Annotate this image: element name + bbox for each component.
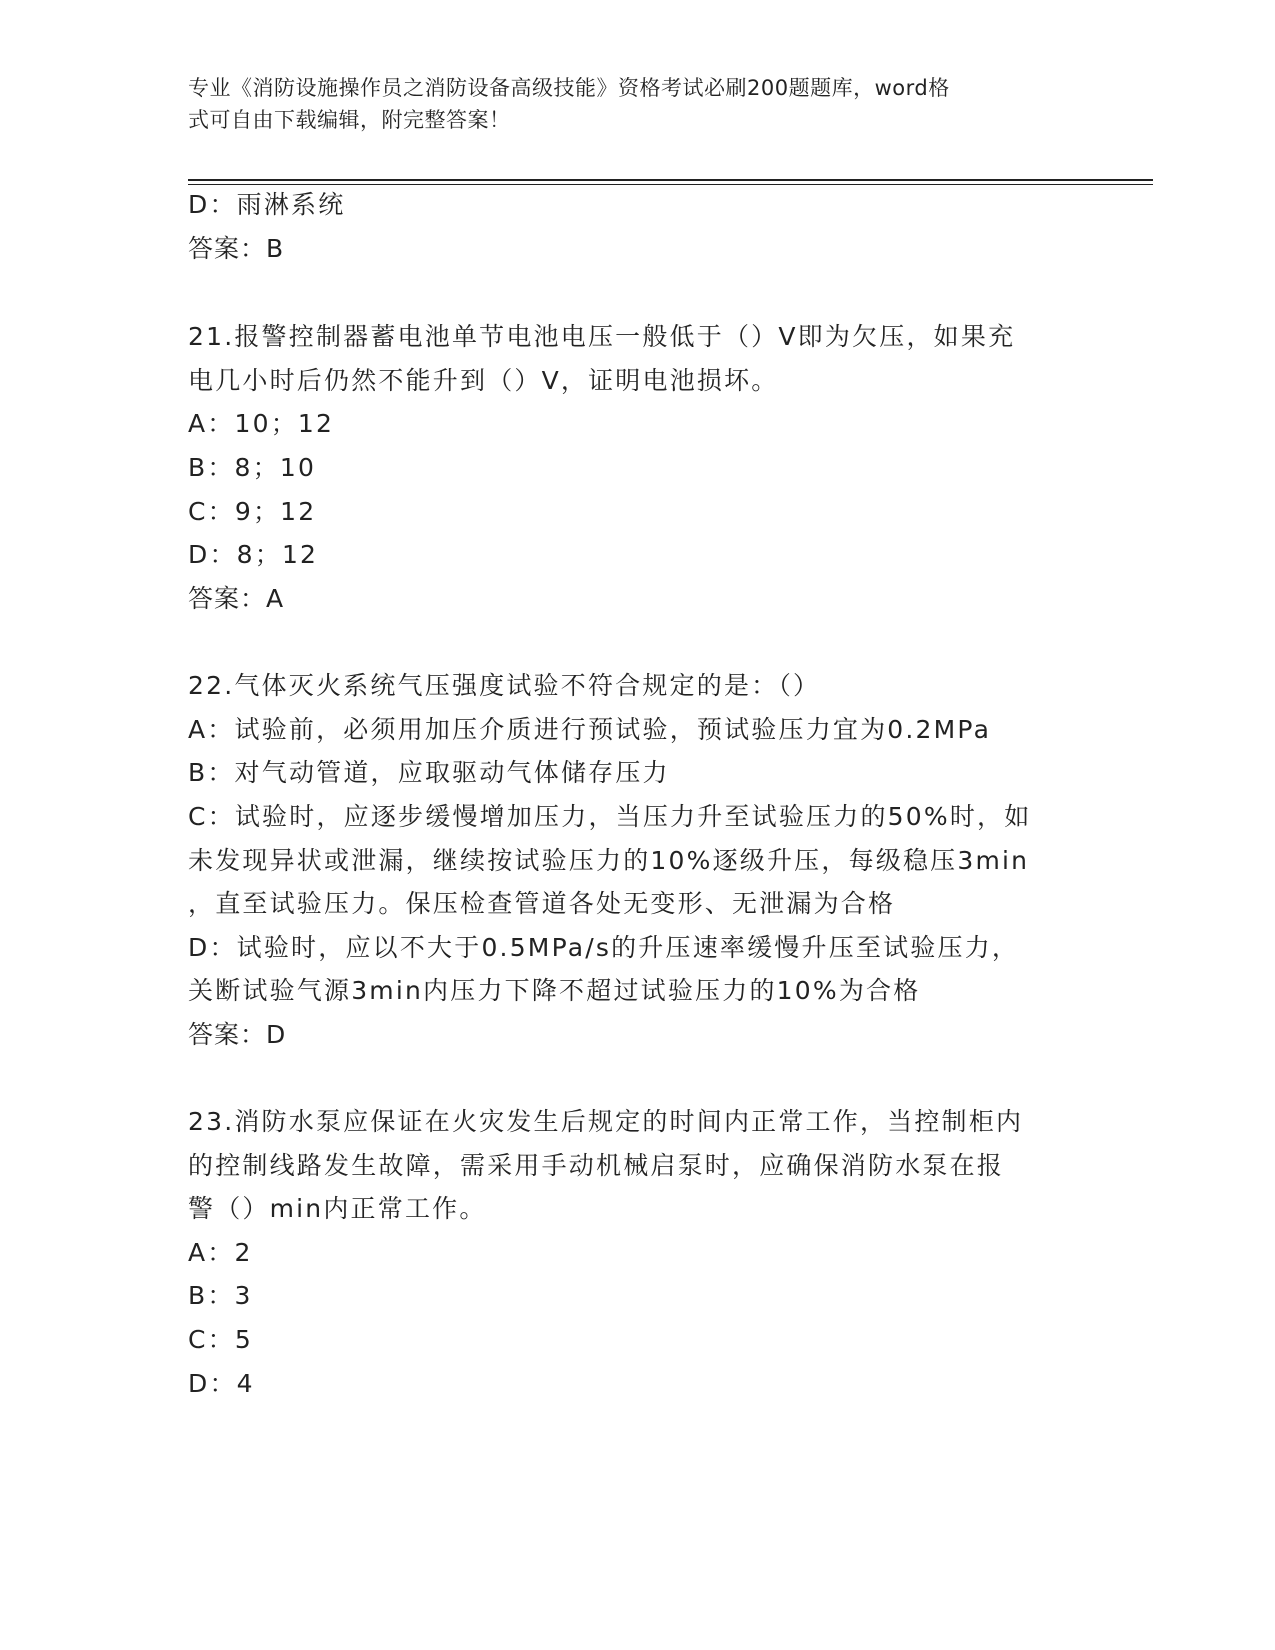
header-divider-thick <box>188 179 1153 181</box>
q21-option-b: B：8；10 <box>188 453 317 482</box>
q22-answer: 答案：D <box>188 1020 287 1049</box>
q22-option-d-line-1: D：试验时，应以不大于0.5MPa/s的升压速率缓慢升压至试验压力， <box>188 933 1020 962</box>
q23-option-d: D：4 <box>188 1369 255 1398</box>
document-header <box>188 72 1068 136</box>
q22-option-c-line-3: ，直至试验压力。保压检查管道各处无变形、无泄漏为合格 <box>188 889 896 918</box>
q22-stem: 22.气体灭火系统气压强度试验不符合规定的是：（） <box>188 671 821 700</box>
header-line-2: 式可自由下载编辑，附完整答案！ <box>188 108 511 132</box>
q21-option-a: A：10；12 <box>188 409 335 438</box>
q23-option-b: B：3 <box>188 1281 253 1310</box>
q21-stem-line-2: 电几小时后仍然不能升到（）V，证明电池损坏。 <box>188 366 779 395</box>
q22-option-c-line-2: 未发现异状或泄漏，继续按试验压力的10%逐级升压，每级稳压3min <box>188 846 1030 875</box>
prev-option-d: D：雨淋系统 <box>188 190 346 219</box>
header-divider-thin <box>188 184 1153 185</box>
q22-option-c-line-1: C：试验时，应逐步缓慢增加压力，当压力升至试验压力的50%时，如 <box>188 802 1032 831</box>
q21-option-c: C：9；12 <box>188 497 317 526</box>
q21-answer: 答案：A <box>188 584 285 613</box>
q22-option-b: B：对气动管道，应取驱动气体储存压力 <box>188 758 670 787</box>
q23-stem-line-1: 23.消防水泵应保证在火灾发生后规定的时间内正常工作，当控制柜内 <box>188 1107 1024 1136</box>
q23-option-a: A：2 <box>188 1238 253 1267</box>
q23-stem-line-3: 警（）min内正常工作。 <box>188 1194 487 1223</box>
q21-stem-line-1: 21.报警控制器蓄电池单节电池电压一般低于（）V即为欠压，如果充 <box>188 322 1016 351</box>
prev-answer: 答案：B <box>188 234 285 263</box>
q22-option-d-line-2: 关断试验气源3min内压力下降不超过试验压力的10%为合格 <box>188 976 921 1005</box>
header-line-1: 专业《消防设施操作员之消防设备高级技能》资格考试必刷200题题库，word格 <box>188 76 950 100</box>
q21-option-d: D：8；12 <box>188 540 319 569</box>
q23-stem-line-2: 的控制线路发生故障，需采用手动机械启泵时，应确保消防水泵在报 <box>188 1151 1005 1180</box>
q22-option-a: A：试验前，必须用加压介质进行预试验，预试验压力宜为0.2MPa <box>188 715 992 744</box>
q23-option-c: C：5 <box>188 1325 253 1354</box>
